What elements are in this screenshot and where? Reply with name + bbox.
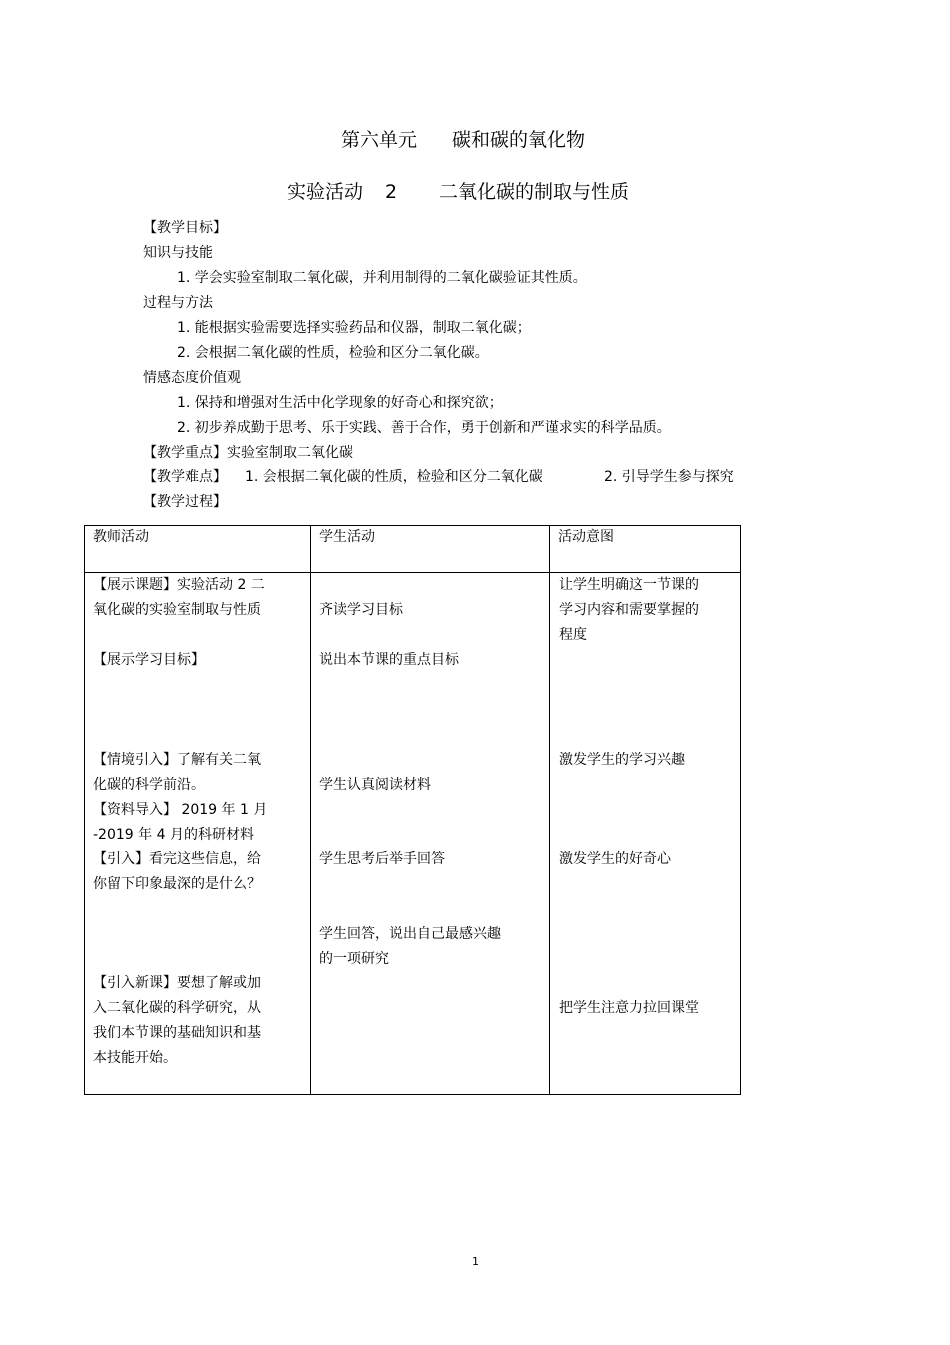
student-activity-cell xyxy=(311,573,550,1095)
knowledge-heading: 知识与技能 xyxy=(143,245,213,261)
header-intent-cell xyxy=(550,526,741,573)
process-item-2: 2. 会根据二氧化碳的性质，检验和区分二氧化碳。 xyxy=(177,345,489,361)
unit-subtitle: 碳和碳的氧化物 xyxy=(452,129,586,151)
intent-line: 学习内容和需要掌握的 xyxy=(559,602,699,618)
teacher-line: 【资料导入】 2019 年 1 月 xyxy=(93,802,268,818)
process-item-1: 1. 能根据实验需要选择实验药品和仪器，制取二氧化碳； xyxy=(177,320,531,336)
header-teacher-cell xyxy=(85,526,311,573)
student-line: 说出本节课的重点目标 xyxy=(319,652,459,668)
teacher-line: 化碳的科学前沿。 xyxy=(93,777,205,793)
knowledge-item-1: 1. 学会实验室制取二氧化碳，并利用制得的二氧化碳验证其性质。 xyxy=(177,270,587,286)
attitude-heading: 情感态度价值观 xyxy=(143,370,241,386)
goals-heading: 【教学目标】 xyxy=(143,220,227,236)
header-teacher: 教师活动 xyxy=(93,529,149,545)
activity-number: 2 xyxy=(385,181,398,203)
process-heading: 过程与方法 xyxy=(143,295,213,311)
intent-line: 激发学生的好奇心 xyxy=(559,851,671,867)
attitude-item-1: 1. 保持和增强对生活中化学现象的好奇心和探究欲； xyxy=(177,395,503,411)
header-intent: 活动意图 xyxy=(558,529,614,545)
teacher-line: 本技能开始。 xyxy=(93,1050,177,1066)
student-line: 学生思考后举手回答 xyxy=(319,851,445,867)
student-line: 的一项研究 xyxy=(319,951,389,967)
table-body-row xyxy=(85,573,741,1095)
teacher-line: 【引入新课】要想了解或加 xyxy=(93,975,261,991)
intent-cell xyxy=(550,573,741,1095)
process-label: 【教学过程】 xyxy=(143,494,227,510)
table-header-row xyxy=(85,526,741,573)
intent-line: 激发学生的学习兴趣 xyxy=(559,752,685,768)
teacher-line: 【展示课题】实验活动 2 二 xyxy=(93,577,265,593)
student-line: 学生回答，说出自己最感兴趣 xyxy=(319,926,501,942)
unit-title: 第六单元 xyxy=(341,129,418,151)
header-student-cell xyxy=(311,526,550,573)
page-number: 1 xyxy=(472,1255,479,1268)
teacher-line: 【情境引入】了解有关二氧 xyxy=(93,752,261,768)
teacher-line: 我们本节课的基础知识和基 xyxy=(93,1025,261,1041)
difficulty-item-2: 2. 引导学生参与探究 xyxy=(604,469,734,485)
teacher-line: 【引入】看完这些信息，给 xyxy=(93,851,261,867)
teacher-line: 你留下印象最深的是什么？ xyxy=(93,876,261,892)
student-line: 齐读学习目标 xyxy=(319,602,403,618)
activity-title: 实验活动 xyxy=(287,181,364,203)
teacher-line: 【展示学习目标】 xyxy=(93,652,205,668)
activity-subtitle: 二氧化碳的制取与性质 xyxy=(439,181,630,203)
difficulty-item-1: 1. 会根据二氧化碳的性质，检验和区分二氧化碳 xyxy=(245,469,543,485)
key-point: 【教学重点】实验室制取二氧化碳 xyxy=(143,445,353,461)
student-line: 学生认真阅读材料 xyxy=(319,777,431,793)
teacher-line: 氧化碳的实验室制取与性质 xyxy=(93,602,261,618)
intent-line: 让学生明确这一节课的 xyxy=(559,577,699,593)
intent-line: 把学生注意力拉回课堂 xyxy=(559,1000,699,1016)
teacher-activity-cell xyxy=(85,573,311,1095)
teaching-process-table xyxy=(84,525,741,1095)
header-student: 学生活动 xyxy=(319,529,375,545)
attitude-item-2: 2. 初步养成勤于思考、乐于实践、善于合作，勇于创新和严谨求实的科学品质。 xyxy=(177,420,671,436)
teacher-line: 入二氧化碳的科学研究，从 xyxy=(93,1000,261,1016)
teacher-line: -2019 年 4 月的科研材料 xyxy=(93,827,254,843)
difficulty-label: 【教学难点】 xyxy=(143,469,227,485)
intent-line: 程度 xyxy=(559,627,587,643)
